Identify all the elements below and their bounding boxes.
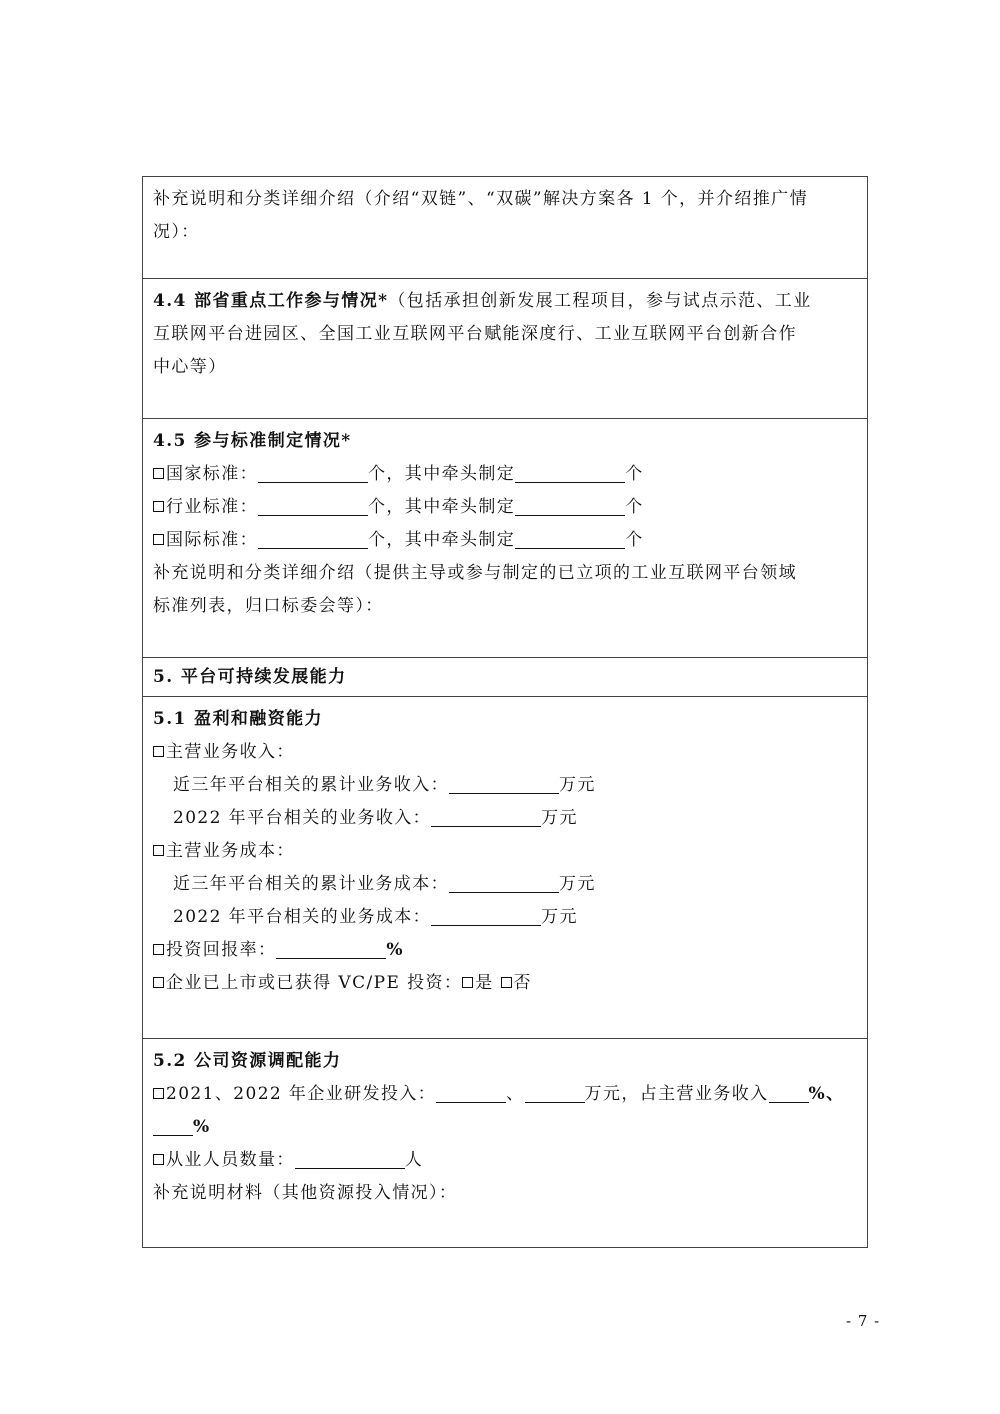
- percent-sign: %: [386, 940, 404, 960]
- cost-3y-field[interactable]: [449, 874, 559, 893]
- standard-end-text: 个: [625, 530, 644, 550]
- section-4-4-line1: [153, 285, 857, 318]
- staff-count-field[interactable]: [295, 1150, 405, 1169]
- cost-2022-label: 2022 年平台相关的业务成本：: [173, 907, 432, 927]
- yes-label: 是: [475, 973, 494, 993]
- rd-label: 2021、2022 年企业研发投入：: [166, 1084, 437, 1104]
- listed-label: 企业已上市或已获得 VC/PE 投资：: [166, 973, 463, 993]
- checkbox-roi[interactable]: [153, 944, 164, 955]
- national-standard-lead-field[interactable]: [515, 464, 625, 483]
- section-4-4-line3: 中心等）: [153, 357, 227, 377]
- cost-row: [153, 835, 857, 868]
- revenue-3y-row: [153, 769, 857, 802]
- unit-label: 万元: [541, 808, 578, 828]
- percent-sign: %: [193, 1117, 211, 1137]
- listed-row: [153, 967, 857, 1000]
- standard-end-text: 个: [625, 464, 644, 484]
- standard-label: 国际标准：: [166, 530, 258, 550]
- checkbox-national-standard[interactable]: [153, 468, 164, 479]
- rd-2021-percent-field[interactable]: [769, 1084, 809, 1103]
- section-4-5-supplement-line1: 补充说明和分类详细介绍（提供主导或参与制定的已立项的工业互联网平台领域: [153, 563, 797, 583]
- industry-standard-lead-field[interactable]: [515, 497, 625, 516]
- supplement-text-line1: 补充说明和分类详细介绍（介绍“双链”、“双碳”解决方案各 1 个，并介绍推广情: [153, 189, 808, 209]
- no-label: 否: [513, 973, 532, 993]
- standard-label: 行业标准：: [166, 497, 258, 517]
- standard-mid-text: 个，其中牵头制定: [368, 530, 516, 550]
- cost-label: 主营业务成本：: [166, 841, 295, 861]
- section-5-2-supplement: 补充说明材料（其他资源投入情况）：: [153, 1183, 458, 1203]
- checkbox-no[interactable]: [501, 977, 512, 988]
- checkbox-staff[interactable]: [153, 1154, 164, 1165]
- cost-3y-row: [153, 868, 857, 901]
- revenue-2022-field[interactable]: [431, 808, 541, 827]
- checkbox-rd[interactable]: [153, 1088, 164, 1099]
- section-4-5: [143, 418, 867, 657]
- rd-2021-field[interactable]: [436, 1084, 506, 1103]
- section-4-4-line2: 互联网平台进园区、全国工业互联网平台赋能深度行、工业互联网平台创新合作: [153, 324, 797, 344]
- standard-mid-text: 个，其中牵头制定: [368, 464, 516, 484]
- revenue-row: [153, 736, 857, 769]
- rd-mid-text: 万元，占主营业务收入: [584, 1084, 769, 1104]
- roi-label: 投资回报率：: [166, 940, 277, 960]
- supplement-text-line2: 况）：: [153, 222, 200, 242]
- staff-unit: 人: [404, 1150, 424, 1170]
- standard-mid-text: 个，其中牵头制定: [368, 497, 516, 517]
- revenue-2022-label: 2022 年平台相关的业务收入：: [173, 808, 432, 828]
- roi-row: [153, 934, 857, 967]
- application-form-table: [142, 176, 868, 1248]
- standard-label: 国家标准：: [166, 464, 258, 484]
- international-standard-lead-field[interactable]: [515, 530, 625, 549]
- international-standard-count-field[interactable]: [258, 530, 368, 549]
- revenue-3y-field[interactable]: [449, 775, 559, 794]
- percent-separator: %、: [808, 1084, 845, 1104]
- checkbox-yes[interactable]: [462, 977, 473, 988]
- revenue-3y-label: 近三年平台相关的累计业务收入：: [173, 775, 449, 795]
- rd-2022-field[interactable]: [525, 1084, 585, 1103]
- revenue-2022-row: [153, 802, 857, 835]
- unit-label: 万元: [559, 775, 596, 795]
- revenue-label: 主营业务收入：: [166, 742, 295, 762]
- standard-row-national: [153, 458, 857, 491]
- industry-standard-count-field[interactable]: [258, 497, 368, 516]
- section-4-4-desc: （包括承担创新发展工程项目，参与试点示范、工业: [388, 291, 812, 311]
- section-4-3-supplement: [143, 177, 867, 278]
- section-5-2-title: 5.2 公司资源调配能力: [153, 1051, 342, 1071]
- staff-label: 从业人员数量：: [166, 1150, 295, 1170]
- section-5-header: [143, 657, 867, 696]
- national-standard-count-field[interactable]: [258, 464, 368, 483]
- standard-row-industry: [153, 491, 857, 524]
- cost-2022-field[interactable]: [431, 907, 541, 926]
- rd-row-cont: [153, 1111, 857, 1144]
- checkbox-revenue[interactable]: [153, 746, 164, 757]
- section-4-4-title: 4.4 部省重点工作参与情况*: [153, 291, 389, 311]
- roi-field[interactable]: [276, 940, 386, 959]
- section-4-4: [143, 278, 867, 418]
- section-5-title: 5. 平台可持续发展能力: [153, 667, 347, 687]
- checkbox-cost[interactable]: [153, 845, 164, 856]
- page-number: - 7 -: [846, 1312, 881, 1330]
- staff-row: [153, 1144, 857, 1177]
- standard-row-international: [153, 524, 857, 557]
- cost-2022-row: [153, 901, 857, 934]
- unit-label: 万元: [541, 907, 578, 927]
- rd-2022-percent-field[interactable]: [153, 1117, 193, 1136]
- checkbox-international-standard[interactable]: [153, 534, 164, 545]
- section-4-5-supplement-line2: 标准列表，归口标委会等）：: [153, 596, 384, 616]
- section-5-1-title: 5.1 盈利和融资能力: [153, 709, 323, 729]
- section-4-5-title: 4.5 参与标准制定情况*: [153, 431, 352, 451]
- checkbox-listed[interactable]: [153, 977, 164, 988]
- rd-row: [153, 1078, 857, 1111]
- section-5-2: [143, 1038, 867, 1247]
- cost-3y-label: 近三年平台相关的累计业务成本：: [173, 874, 449, 894]
- separator: 、: [506, 1084, 525, 1104]
- standard-end-text: 个: [625, 497, 644, 517]
- section-5-1: [143, 696, 867, 1038]
- unit-label: 万元: [559, 874, 596, 894]
- checkbox-industry-standard[interactable]: [153, 501, 164, 512]
